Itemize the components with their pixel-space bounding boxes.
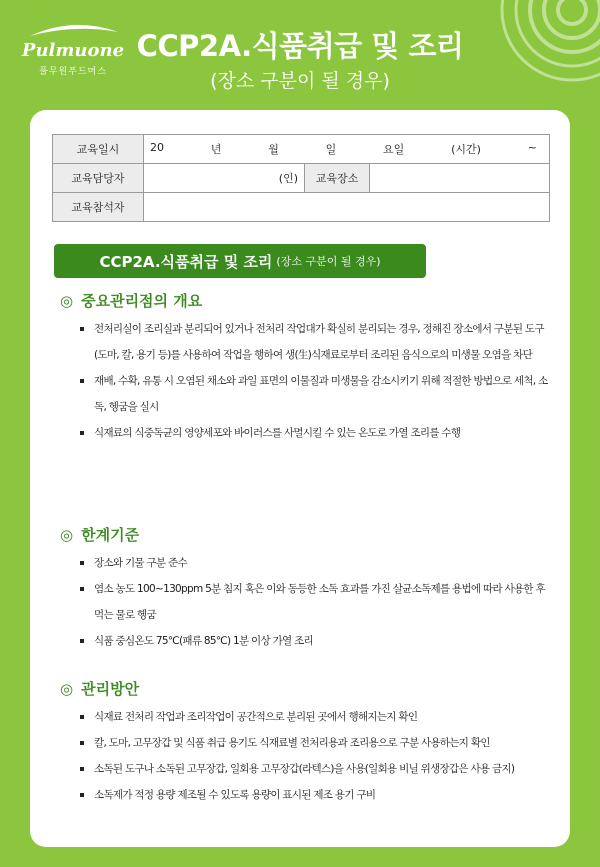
- list-item: 식품 중심온도 75℃(패류 85℃) 1분 이상 가열 조리: [80, 628, 550, 654]
- management-list: [80, 704, 550, 808]
- list-item: 전처리실이 조리실과 분리되어 있거나 전처리 작업대가 확실히 분리되는 경우, 정해진 장소에서 구분된 도구(도마, 칼, 용기 등)를 사용하여 작업을 행하여 생(生)식재료로부터 조리된 음식으로의 미생물 오염을 차단: [80, 316, 550, 368]
- date-year: 20: [150, 141, 164, 154]
- place-label: 교육장소: [305, 164, 370, 193]
- double-circle-icon: ◎: [60, 292, 74, 310]
- banner-title: CCP2A.식품취급 및 조리: [99, 252, 273, 271]
- content-card: [30, 110, 570, 847]
- list-item: 칼, 도마, 고무장갑 및 식품 취급 용기도 식재료별 전처리용과 조리용으로 구분 사용하는지 확인: [80, 730, 550, 756]
- list-item: 소독된 도구나 소독된 고무장갑, 일회용 고무장갑(라텍스)을 사용(일회용 비닐 위생장갑은 사용 금지): [80, 756, 550, 782]
- double-circle-icon: ◎: [60, 680, 74, 698]
- seal-mark: (인): [278, 172, 298, 185]
- date-year-unit: 년: [210, 143, 222, 156]
- training-info-table: [52, 134, 550, 222]
- list-item: 소독제가 적정 용량 제조될 수 있도록 용량이 표시된 제조 용기 구비: [80, 782, 550, 808]
- overview-list: [80, 316, 550, 446]
- section-banner: [54, 244, 426, 278]
- section-title-critical-limits: [60, 524, 139, 545]
- list-item: 재배, 수확, 유통 시 오염된 채소와 과일 표면의 이물질과 미생물을 감소시키기 위해 적절한 방법으로 세척, 소독, 헹굼을 실시: [80, 368, 550, 420]
- list-item: 식재료의 식중독균의 영양세포와 바이러스를 사멸시킬 수 있는 온도로 가열 조리를 수행: [80, 420, 550, 446]
- banner-subtitle: (장소 구분이 될 경우): [276, 255, 381, 268]
- date-month-unit: 월: [268, 143, 279, 156]
- section-title-text: 관리방안: [81, 680, 140, 698]
- logo-subtitle: 풀무원푸드머스: [39, 67, 107, 77]
- section-title-overview: [60, 290, 202, 311]
- critical-limits-list: [80, 550, 550, 654]
- section-title-management: [60, 678, 139, 699]
- double-circle-icon: ◎: [60, 526, 74, 544]
- section-title-text: 한계기준: [81, 526, 140, 544]
- section-title-text: 중요관리점의 개요: [81, 292, 203, 310]
- decorative-rings-icon: [480, 0, 600, 90]
- logo-name: Pulmuone: [21, 40, 125, 61]
- date-weekday-unit: 요일: [383, 143, 405, 156]
- attendees-field[interactable]: [144, 193, 550, 222]
- list-item: 염소 농도 100~130ppm 5분 침지 혹은 이와 동등한 소독 효과를 가진 살균소독제를 용법에 따라 사용한 후 먹는 물로 헹굼: [80, 576, 550, 628]
- manager-field[interactable]: [144, 164, 305, 193]
- date-time-label: (시간): [451, 143, 481, 156]
- date-field[interactable]: [144, 135, 550, 164]
- page-subtitle: (장소 구분이 될 경우): [210, 70, 390, 92]
- place-field[interactable]: [370, 164, 550, 193]
- page-header: [0, 0, 600, 110]
- date-range-separator: ~: [527, 141, 537, 154]
- list-item: 장소와 기물 구분 준수: [80, 550, 550, 576]
- page-title: CCP2A.식품취급 및 조리: [136, 29, 464, 63]
- list-item: 식재료 전처리 작업과 조리작업이 공간적으로 분리된 곳에서 행해지는지 확인: [80, 704, 550, 730]
- attendees-label: 교육참석자: [53, 193, 144, 222]
- manager-label: 교육담당자: [53, 164, 144, 193]
- date-label: 교육일시: [53, 135, 144, 164]
- date-day-unit: 일: [325, 143, 337, 156]
